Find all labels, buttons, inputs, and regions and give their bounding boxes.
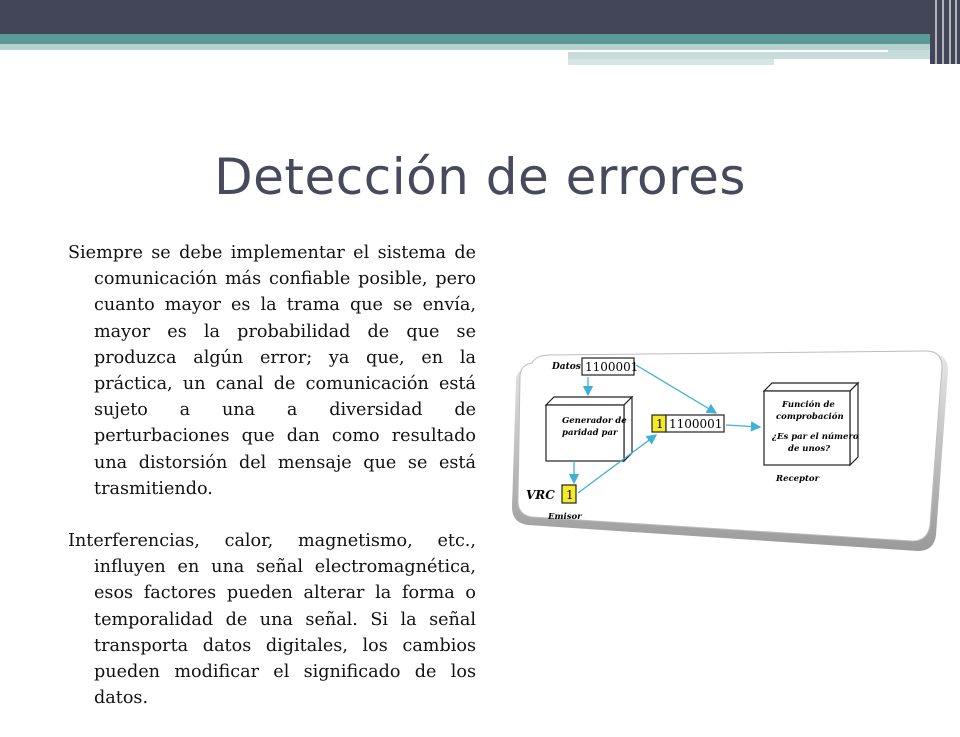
datos-label: Datos (552, 362, 581, 372)
frame-parity-bit: 1 (656, 417, 664, 431)
generator-line-2: paridad par (562, 428, 618, 438)
header-corner-lines (930, 0, 960, 64)
datos-value: 1100001 (585, 360, 639, 374)
check-line-4: de unos? (788, 444, 831, 454)
header-band-dark (0, 0, 960, 34)
body-text (68, 240, 476, 737)
check-line-3: ¿Es par el número (772, 432, 859, 442)
header-strip-lower (568, 59, 774, 65)
emisor-label: Emisor (548, 512, 582, 522)
header-highlight-line (568, 50, 888, 52)
check-line-2: comprobación (776, 412, 844, 422)
vrc-bit: 1 (566, 488, 574, 502)
vrc-label: VRC (526, 488, 555, 502)
header-band-teal (0, 34, 960, 44)
parity-diagram (506, 345, 952, 557)
generator-line-1: Generador de (562, 416, 627, 426)
slide-title: Detección de errores (214, 148, 746, 206)
frame-value: 1100001 (669, 417, 723, 431)
check-line-1: Función de (782, 400, 835, 410)
receptor-label: Receptor (776, 474, 820, 484)
paragraph-2: Interferencias, calor, magnetismo, etc., influyen en una señal electromagnética, esos factores pueden alterar la forma o temporalidad de una señal. Si la señal transporta datos digitales, los cambios pueden modificar el significado de los datos. (68, 531, 476, 709)
paragraph-1: Siempre se debe implementar el sistema de comunicación más confiable posible, pero cuanto mayor es la trama que se envía, mayor es la probabilidad de que se produzca algún error; ya que, en la práctica, un canal de comunicación está sujeto a una a diversidad de perturbaciones que dan como resultado una distorsión del mensaje que se está trasmitiendo. (68, 243, 476, 499)
